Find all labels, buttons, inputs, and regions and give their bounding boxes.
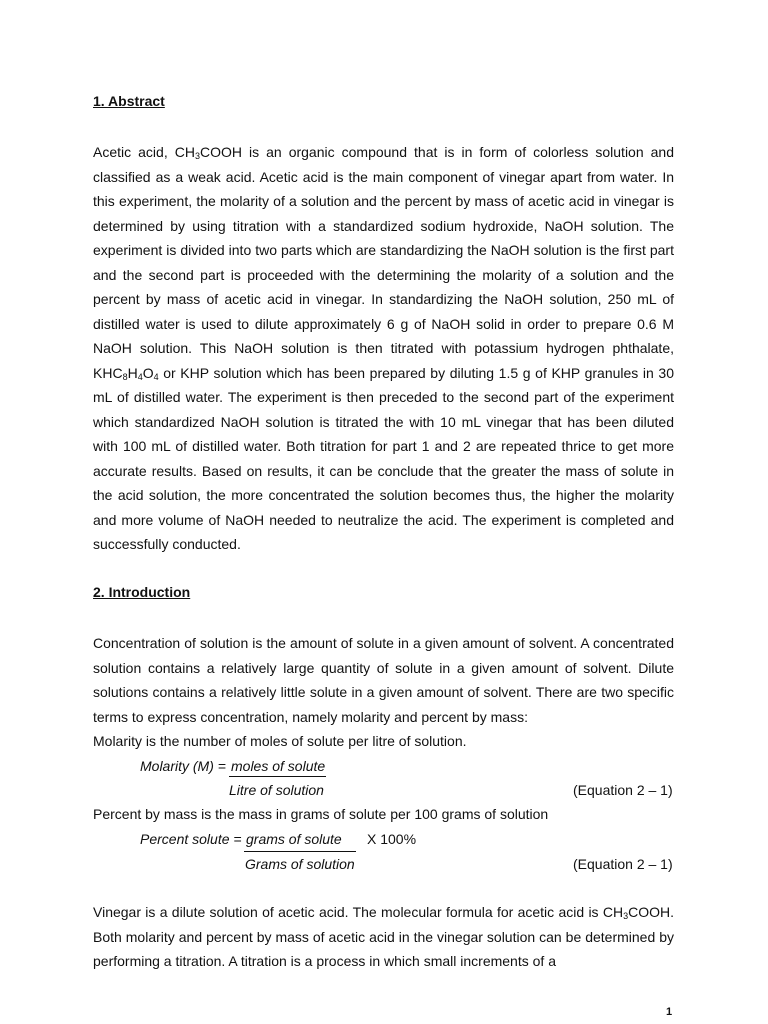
- equation-1-lhs: Molarity (M) =: [140, 758, 226, 774]
- equation-2-lhs: Percent solute =: [140, 831, 242, 847]
- equation-2-denominator: Grams of solution: [245, 856, 355, 872]
- introduction-paragraph-2: Vinegar is a dilute solution of acetic acid. The molecular formula for acetic acid is $CH_3COOH$. Both molarity and percent by mass of acetic acid in the vinegar solution can be determined by performing a titration. A titration is a process in which small increments of a: [93, 904, 674, 969]
- page-number: 1: [666, 1006, 673, 1018]
- equation-1-fraction-bar: [229, 776, 326, 777]
- equation-2-numerator: grams of solute: [246, 831, 342, 847]
- equation-1-numerator: moles of solute: [231, 758, 326, 774]
- introduction-paragraph-1: Concentration of solution is the amount of solute in a given amount of solvent. A concentrated solution contains a relatively large quantity of solute in a given amount of solvent. Dilute solutions contains a relatively little solute in a given amount of solvent. There are two specific terms to express concentration, namely molarity and percent by mass:: [93, 635, 674, 725]
- introduction-heading: 2. Introduction: [93, 584, 191, 600]
- equation-1-label: (Equation 2 – 1): [573, 782, 673, 798]
- percent-by-mass-definition: Percent by mass is the mass in grams of solute per 100 grams of solution: [93, 806, 549, 822]
- equation-2-label: (Equation 2 – 1): [573, 856, 673, 872]
- molarity-definition: Molarity is the number of moles of solute per litre of solution.: [93, 733, 467, 749]
- equation-2-multiplier: X 100%: [367, 831, 417, 847]
- abstract-heading: 1. Abstract: [93, 93, 165, 109]
- equation-2-fraction-bar: [244, 851, 356, 852]
- equation-1-denominator: Litre of solution: [229, 782, 324, 798]
- abstract-paragraph: Acetic acid, $CH_3COOH$ is an organic compound that is in form of colorless solution and classified as a weak acid. Acetic acid is the main component of vinegar apart from water. In this experiment, the molarity of a solution and the percent by mass of acetic acid in vinegar is determined by using titration with a standardized sodium hydroxide, NaOH solution. The experiment is divided into two parts which are standardizing the NaOH solution is the first part and the second part is proceeded with the determining the molarity of a solution and the percent by mass of acetic acid in vinegar. In standardizing the NaOH solution, 250 mL of distilled water is used to dilute approximately 6 g of NaOH solid in order to prepare 0.6 M NaOH solution. This NaOH solution is then titrated with potassium hydrogen phthalate, $KHC_8H_4O_4$ or KHP solution which has been prepared by diluting 1.5 g of KHP granules in 30 mL of distilled water. The experiment is then preceded to the second part of the experiment which standardized NaOH solution is titrated the with 10 mL vinegar that has been diluted with 100 mL of distilled water. Both titration for part 1 and 2 are repeated thrice to get more accurate results. Based on results, it can be conclude that the greater the mass of solute in the acid solution, the more concentrated the solution becomes thus, the higher the molarity and more volume of NaOH needed to neutralize the acid. The experiment is completed and successfully conducted.: [93, 144, 674, 552]
